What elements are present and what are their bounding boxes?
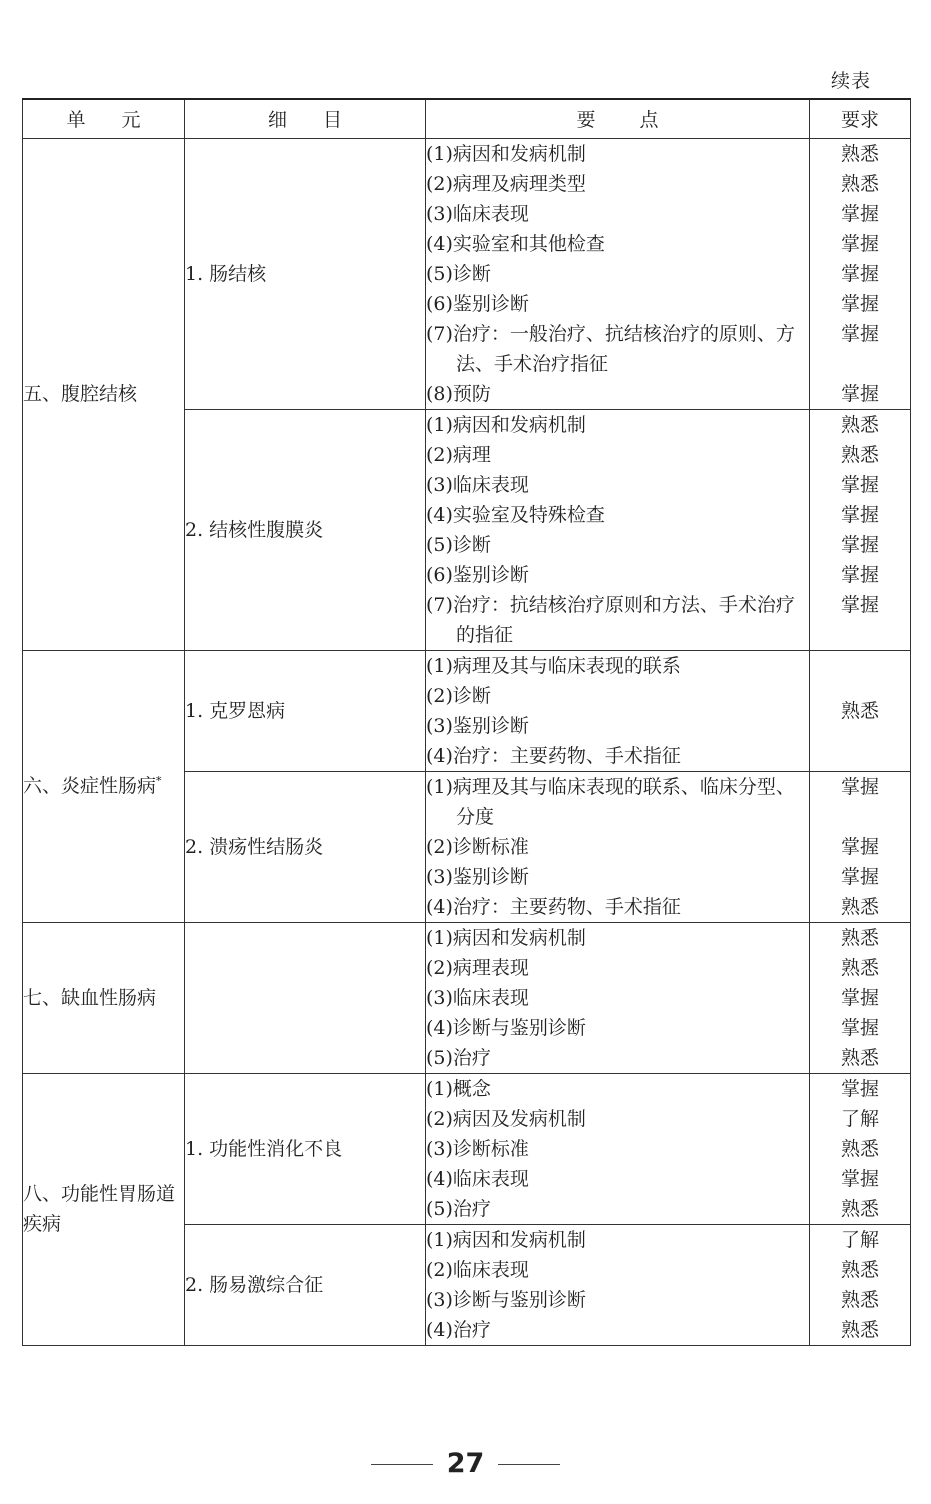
requirement-value: 熟悉 <box>840 142 879 165</box>
requirement-value: 了解 <box>840 1107 879 1130</box>
points-cell <box>426 409 810 650</box>
requirement-value: 掌握 <box>840 202 879 225</box>
point-line: (1)病因和发病机制 <box>426 926 586 949</box>
unit-cell <box>23 650 185 922</box>
requirement-value: 掌握 <box>840 533 879 556</box>
unit-mark: * <box>156 774 162 788</box>
point-line: (3)诊断标准 <box>426 1137 529 1160</box>
item-cell <box>185 771 426 922</box>
requirement-value: 掌握 <box>840 986 879 1009</box>
unit-name: 六、炎症性肠病 <box>23 775 157 797</box>
point-line: (2)病理表现 <box>426 956 529 979</box>
requirement-cell <box>810 1224 911 1345</box>
item-name: 1. 功能性消化不良 <box>185 1137 343 1160</box>
table-row <box>23 922 911 1073</box>
requirement-value: 掌握 <box>840 865 879 888</box>
point-line: (6)鉴别诊断 <box>426 563 529 586</box>
point-line: (3)鉴别诊断 <box>426 865 529 888</box>
syllabus-table <box>22 98 911 1346</box>
requirement-value: 熟悉 <box>840 1197 879 1220</box>
requirement-value: 熟悉 <box>840 413 879 436</box>
point-line: (4)临床表现 <box>426 1167 529 1190</box>
point-line: (8)预防 <box>426 382 491 405</box>
points-cell <box>426 138 810 409</box>
requirement-value: 熟悉 <box>840 443 879 466</box>
header-requirement: 要求 <box>810 99 911 138</box>
point-line: (4)诊断与鉴别诊断 <box>426 1016 586 1039</box>
point-line: (5)治疗 <box>426 1197 491 1220</box>
points-cell <box>426 771 810 922</box>
point-line: (1)病理及其与临床表现的联系 <box>426 654 681 677</box>
point-line: (4)实验室及特殊检查 <box>426 503 605 526</box>
requirement-value: 了解 <box>840 1228 879 1251</box>
requirement-value: 熟悉 <box>840 1137 879 1160</box>
requirement-value: 熟悉 <box>840 926 879 949</box>
point-line: (4)实验室和其他检查 <box>426 232 605 255</box>
requirement-value: 熟悉 <box>840 1046 879 1069</box>
requirement-value: 熟悉 <box>840 699 879 722</box>
requirement-value: 熟悉 <box>840 1318 879 1341</box>
requirement-value: 掌握 <box>840 1167 879 1190</box>
item-cell <box>185 409 426 650</box>
unit-cell <box>23 1073 185 1345</box>
point-line: (2)诊断 <box>426 684 491 707</box>
point-line: (1)病因和发病机制 <box>426 142 586 165</box>
unit-cell <box>23 138 185 650</box>
point-line: (4)治疗：主要药物、手术指征 <box>426 895 681 918</box>
requirement-value: 熟悉 <box>840 956 879 979</box>
header-points: 要点 <box>426 99 810 138</box>
point-line: (1)病理及其与临床表现的联系、临床分型、分度 <box>426 775 795 828</box>
item-name: 2. 结核性腹膜炎 <box>185 518 324 541</box>
item-cell <box>185 650 426 771</box>
point-line: (7)治疗：一般治疗、抗结核治疗的原则、方法、手术治疗指征 <box>426 322 795 375</box>
item-cell <box>185 1073 426 1224</box>
point-line: (4)治疗：主要药物、手术指征 <box>426 744 681 767</box>
item-name: 1. 克罗恩病 <box>185 699 286 722</box>
points-cell <box>426 1073 810 1224</box>
points-cell <box>426 922 810 1073</box>
point-line: (5)诊断 <box>426 533 491 556</box>
requirement-value: 掌握 <box>840 322 879 345</box>
item-name: 2. 溃疡性结肠炎 <box>185 835 324 858</box>
page-number-rule-left <box>371 1464 433 1465</box>
page-number-text: 27 <box>446 1448 485 1479</box>
point-line: (2)病理及病理类型 <box>426 172 586 195</box>
requirement-value: 掌握 <box>840 232 879 255</box>
requirement-cell <box>810 650 911 771</box>
unit-name: 五、腹腔结核 <box>23 383 138 405</box>
continued-label: 续表 <box>830 70 871 92</box>
requirement-value: 掌握 <box>840 835 879 858</box>
point-line: (3)临床表现 <box>426 202 529 225</box>
points-cell <box>426 1224 810 1345</box>
point-line: (1)病因和发病机制 <box>426 413 586 436</box>
requirement-value: 掌握 <box>840 262 879 285</box>
header-item: 细目 <box>185 99 426 138</box>
unit-name: 八、功能性胃肠道疾病 <box>23 1183 176 1235</box>
requirement-value: 熟悉 <box>840 1288 879 1311</box>
page-number <box>0 1448 931 1479</box>
table-row <box>23 1073 911 1224</box>
requirement-value: 掌握 <box>840 382 879 405</box>
item-name: 1. 肠结核 <box>185 262 267 285</box>
table-row <box>23 138 911 409</box>
requirement-value: 熟悉 <box>840 895 879 918</box>
unit-cell <box>23 922 185 1073</box>
point-line: (3)临床表现 <box>426 986 529 1009</box>
point-line: (2)病理 <box>426 443 491 466</box>
page-number-rule-right <box>498 1464 560 1465</box>
requirement-value: 掌握 <box>840 473 879 496</box>
header-unit: 单元 <box>23 99 185 138</box>
requirement-value: 熟悉 <box>840 1258 879 1281</box>
point-line: (2)病因及发病机制 <box>426 1107 586 1130</box>
requirement-value: 掌握 <box>840 1077 879 1100</box>
point-line: (2)临床表现 <box>426 1258 529 1281</box>
requirement-cell <box>810 409 911 650</box>
point-line: (3)鉴别诊断 <box>426 714 529 737</box>
unit-name: 七、缺血性肠病 <box>23 986 157 1009</box>
point-line: (3)诊断与鉴别诊断 <box>426 1288 586 1311</box>
requirement-value: 掌握 <box>840 775 879 798</box>
requirement-cell <box>810 922 911 1073</box>
requirement-value: 掌握 <box>840 593 879 616</box>
requirement-value: 熟悉 <box>840 172 879 195</box>
requirement-value: 掌握 <box>840 563 879 586</box>
point-line: (5)诊断 <box>426 262 491 285</box>
item-name: 2. 肠易激综合征 <box>185 1273 324 1296</box>
requirement-value: 掌握 <box>840 503 879 526</box>
requirement-cell <box>810 771 911 922</box>
point-line: (4)治疗 <box>426 1318 491 1341</box>
requirement-value: 掌握 <box>840 292 879 315</box>
point-line: (6)鉴别诊断 <box>426 292 529 315</box>
requirement-value: 掌握 <box>840 1016 879 1039</box>
table-row <box>23 650 911 771</box>
requirement-cell <box>810 138 911 409</box>
point-line: (1)概念 <box>426 1077 491 1100</box>
point-line: (5)治疗 <box>426 1046 491 1069</box>
point-line: (1)病因和发病机制 <box>426 1228 586 1251</box>
header-row <box>23 99 911 138</box>
point-line: (2)诊断标准 <box>426 835 529 858</box>
point-line: (7)治疗：抗结核治疗原则和方法、手术治疗的指征 <box>426 593 795 646</box>
points-cell <box>426 650 810 771</box>
point-line: (3)临床表现 <box>426 473 529 496</box>
item-cell <box>185 138 426 409</box>
item-cell-empty <box>185 922 426 1073</box>
item-cell <box>185 1224 426 1345</box>
requirement-cell <box>810 1073 911 1224</box>
